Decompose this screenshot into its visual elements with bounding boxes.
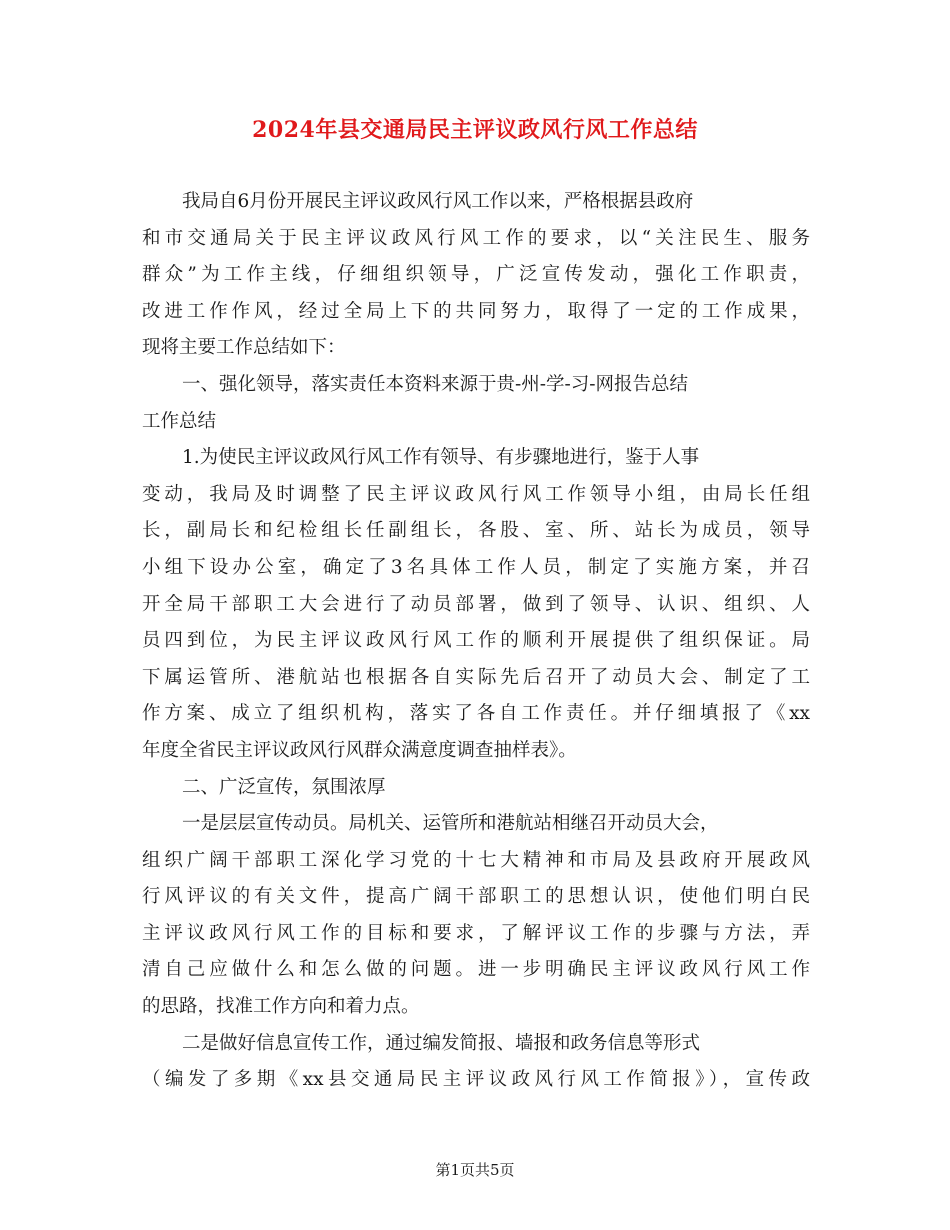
body-line: 的思路，找准工作方向和着力点。 xyxy=(142,996,420,1018)
body-line: 群众”为工作主线，仔细组织领导，广泛宣传发动，强化工作职责， xyxy=(142,264,810,286)
document-title: 2024年县交通局民主评议政风行风工作总结 xyxy=(252,117,698,143)
body-line: 和市交通局关于民主评议政风行风工作的要求，以“关注民生、服务 xyxy=(142,227,810,249)
body-line: 清自己应做什么和怎么做的问题。进一步明确民主评议政风行风工作 xyxy=(142,959,810,981)
body-line: 开全局干部职工大会进行了动员部署，做到了领导、认识、组织、人 xyxy=(142,593,810,615)
section-heading-line: 一、强化领导，落实责任本资料来源于贵-州-学-习-网报告总结 xyxy=(182,373,689,395)
body-line: 小组下设办公室，确定了3名具体工作人员，制定了实施方案，并召 xyxy=(142,556,810,578)
body-line: 工作总结 xyxy=(142,410,217,432)
body-line: 主评议政风行风工作的目标和要求，了解评议工作的步骤与方法，弄 xyxy=(142,922,810,944)
body-line: 变动，我局及时调整了民主评议政风行风工作领导小组，由局长任组 xyxy=(142,483,810,505)
body-line: 下属运管所、港航站也根据各自实际先后召开了动员大会、制定了工 xyxy=(142,666,810,688)
body-line: 年度全省民主评议政风行风群众满意度调查抽样表》。 xyxy=(142,739,577,761)
body-line: 作方案、成立了组织机构，落实了各自工作责任。并仔细填报了《xx xyxy=(142,703,810,725)
body-line: 一是层层宣传动员。局机关、运管所和港航站相继召开动员大会， xyxy=(182,813,719,835)
body-line: 员四到位，为民主评议政风行风工作的顺利开展提供了组织保证。局 xyxy=(142,630,810,652)
body-line: 行风评议的有关文件，提高广阔干部职工的思想认识，使他们明白民 xyxy=(142,886,810,908)
section-heading-line: 二、广泛宣传，氛围浓厚 xyxy=(182,776,386,798)
body-line: 改进工作作风，经过全局上下的共同努力，取得了一定的工作成果， xyxy=(142,300,810,322)
body-line: 现将主要工作总结如下： xyxy=(142,337,346,359)
body-line: 二是做好信息宣传工作，通过编发简报、墙报和政务信息等形式 xyxy=(182,1032,701,1054)
body-line: 1.为使民主评议政风行风工作有领导、有步骤地进行，鉴于人事 xyxy=(182,447,700,469)
body-line: 我局自6月份开展民主评议政风行风工作以来，严格根据县政府 xyxy=(182,191,694,212)
document-body xyxy=(142,184,810,1099)
body-line: 组织广阔干部职工深化学习党的十七大精神和市局及县政府开展政风 xyxy=(142,849,810,871)
body-line: 长，副局长和纪检组长任副组长，各股、室、所、站长为成员，领导 xyxy=(142,520,810,542)
body-line: （编发了多期《xx县交通局民主评议政风行风工作简报》），宣传政 xyxy=(142,1069,810,1091)
page-number-footer: 第1页共5页 xyxy=(435,1161,515,1179)
